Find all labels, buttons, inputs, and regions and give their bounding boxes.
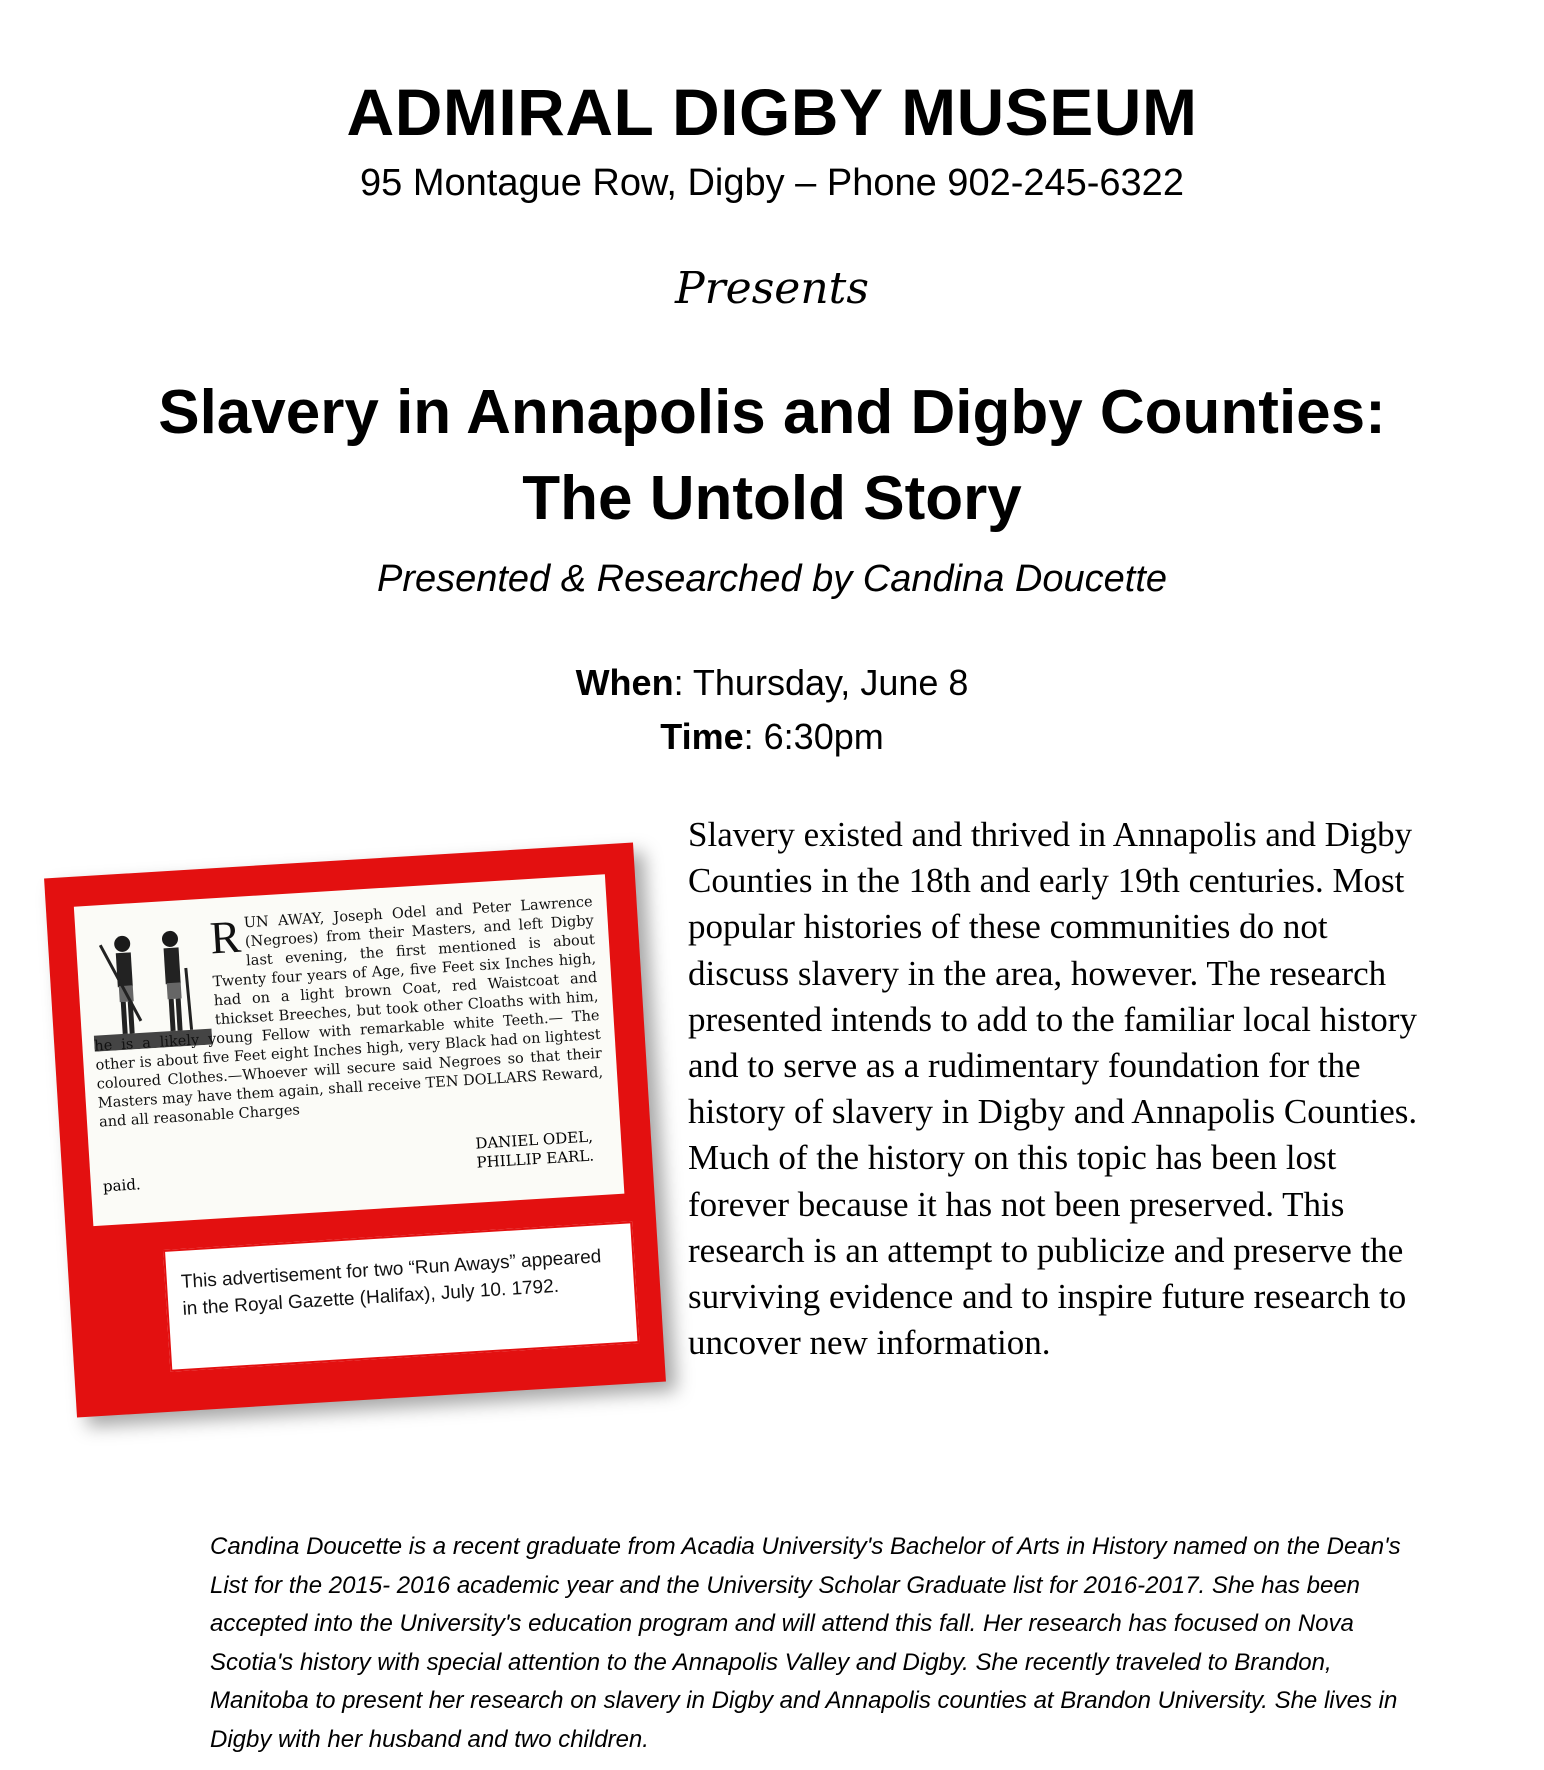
event-title bbox=[0, 370, 1544, 542]
event-title-line2: The Untold Story bbox=[522, 464, 1022, 533]
event-time bbox=[0, 714, 1544, 760]
presents-label: Presents bbox=[675, 263, 869, 314]
drop-cap: R bbox=[208, 910, 243, 964]
newspaper-clipping bbox=[74, 874, 625, 1226]
advertisement-body: UN AWAY, Joseph Odel and Peter Lawrence (Negroes) from their Masters, and left Digby last evening, the first mentioned is about Twenty four years of Age, five Feet six Inches high, had on a light brown Coat, red Waistcoat and thickset Breeches, but took other Cloaths with him, he is a likely young Fellow with remarkable white Teeth.— The other is about five Feet eight Inches high, very Black had on lightest coloured Clothes.—Whoever will secure said Negroes so that their Masters may have them again, shall receive TEN DOLLARS Reward, and all reasonable Charges bbox=[93, 894, 604, 1131]
caption-box bbox=[163, 1221, 640, 1371]
event-description: Slavery existed and thrived in Annapolis and Digby Counties in the 18th and early 19th centuries. Most popular histories of these communities do not discuss slavery in the area, however. The research presented intends to add to the familiar local history and to serve as a rudimentary foundation for the history of slavery in Digby and Annapolis Counties. Much of the history on this topic has been lost forever because it has not been preserved. This research is an attempt to publicize and preserve the surviving evidence and to inspire future research to uncover new information. bbox=[688, 815, 1418, 1363]
advertisement-text bbox=[87, 893, 605, 1133]
advertisement-caption: This advertisement for two “Run Aways” appeared in the Royal Gazette (Halifax), July 10. 1792. bbox=[180, 1246, 602, 1320]
museum-name: ADMIRAL DIGBY MUSEUM bbox=[346, 75, 1198, 149]
presenter-credit: Presented & Researched by Candina Doucette bbox=[376, 558, 1168, 600]
signer-1: DANIEL ODEL, bbox=[474, 1127, 594, 1153]
advertisement-paid: paid. bbox=[102, 1175, 142, 1196]
event-date bbox=[0, 660, 1544, 706]
presenter-bio: Candina Doucette is a recent graduate from Acadia University's Bachelor of Arts in History named on the Dean's List for the 2015- 2016 academic year and the University Scholar Graduate list for 2016-2017. She has been accepted into the University's education program and will attend this fall. Her research has focused on Nova Scotia's history with special attention to the Annapolis Valley and Digby. She recently traveled to Brandon, Manitoba to present her research on slavery in Digby and Annapolis counties at Brandon University. She lives in Digby with her husband and two children. bbox=[210, 1533, 1401, 1753]
when-label: When bbox=[575, 662, 674, 703]
signer-2: PHILLIP EARL. bbox=[476, 1146, 595, 1172]
when-value: : Thursday, June 8 bbox=[673, 662, 969, 703]
time-label: Time bbox=[660, 716, 744, 757]
museum-address-phone: 95 Montague Row, Digby – Phone 902-245-6322 bbox=[360, 162, 1184, 204]
event-title-line1: Slavery in Annapolis and Digby Counties: bbox=[158, 378, 1386, 447]
time-value: : 6:30pm bbox=[743, 716, 884, 757]
advertisement-signers bbox=[475, 1128, 595, 1173]
advertisement-image bbox=[44, 842, 666, 1417]
